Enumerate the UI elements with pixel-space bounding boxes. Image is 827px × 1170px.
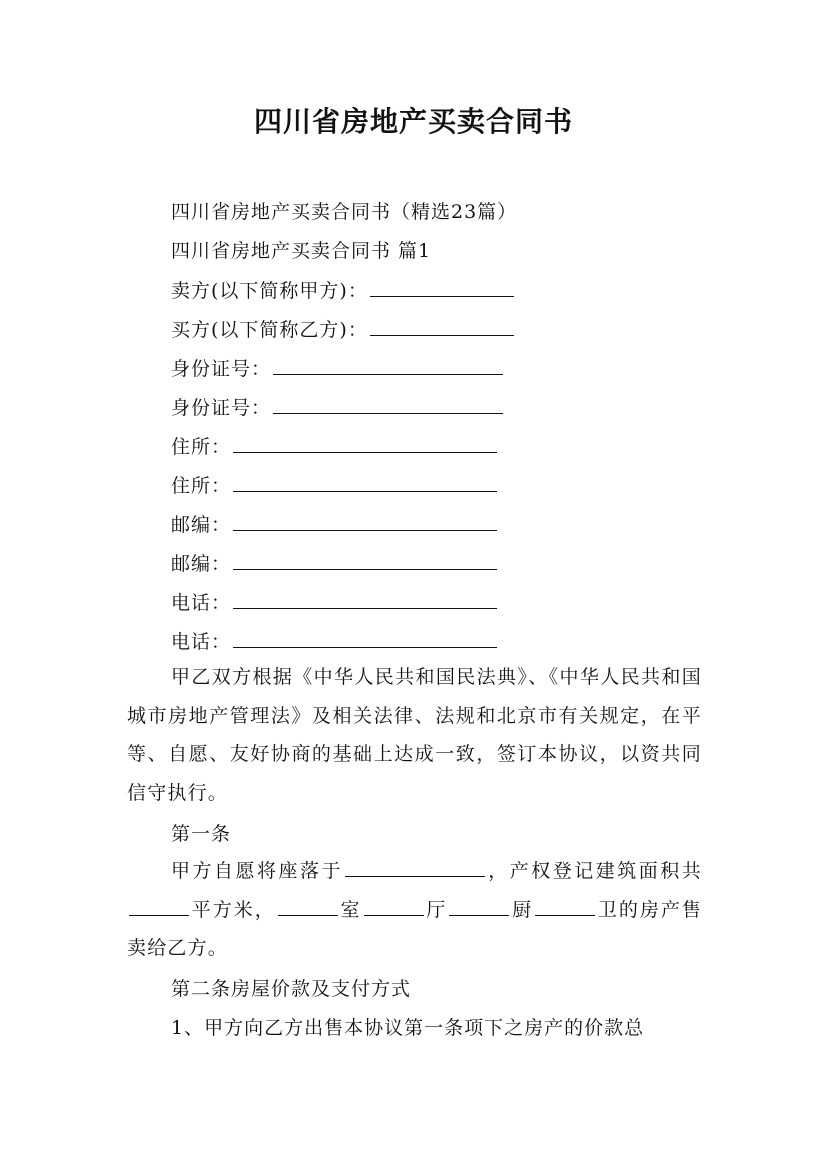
- postcode-blank-1: [233, 512, 497, 531]
- id-blank-1: [273, 356, 503, 375]
- article-1-paragraph: [127, 852, 702, 968]
- postcode-line-1: [171, 512, 499, 537]
- address-label-2: 住所：: [171, 475, 232, 497]
- address-blank-2: [233, 473, 497, 492]
- article-1-text-1: 甲方自愿将座落于: [171, 860, 343, 882]
- phone-blank-2: [233, 629, 497, 648]
- article-1-text-5: 厅: [425, 898, 448, 921]
- bathrooms-blank: [535, 897, 595, 916]
- rooms-blank: [278, 897, 338, 916]
- id-label-1: 身份证号：: [171, 358, 272, 380]
- article-1-text-4: 室: [339, 898, 362, 921]
- chapter-line: 四川省房地产买卖合同书 篇1: [171, 240, 432, 262]
- id-line-2: [171, 395, 505, 420]
- id-line-1: [171, 356, 505, 381]
- buyer-label: 买方(以下简称乙方)：: [171, 319, 368, 341]
- address-line-2: [171, 473, 499, 498]
- article-1-text-6: 厨: [511, 898, 534, 921]
- seller-line: [171, 278, 516, 303]
- preamble-paragraph: 甲乙双方根据《中华人民共和国民法典》、《中华人民共和国城市房地产管理法》及相关法律、法规和北京市有关规定，在平等、自愿、友好协商的基础上达成一致，签订本协议，以资共同信守执行。: [127, 666, 702, 804]
- article-1-text-3: 平方米，: [191, 898, 276, 921]
- phone-line-1: [171, 590, 499, 615]
- kitchens-blank: [449, 897, 509, 916]
- seller-blank: [370, 278, 514, 297]
- id-label-2: 身份证号：: [171, 397, 272, 419]
- address-line-1: [171, 434, 499, 459]
- postcode-blank-2: [233, 551, 497, 570]
- postcode-line-2: [171, 551, 499, 576]
- buyer-blank: [370, 317, 514, 336]
- clause-1-line: 1、甲方向乙方出售本协议第一条项下之房产的价款总: [171, 1017, 645, 1039]
- location-blank: [345, 858, 485, 877]
- phone-label-1: 电话：: [171, 592, 232, 614]
- article-1-heading: 第一条: [171, 823, 232, 845]
- area-blank: [129, 897, 189, 916]
- subtitle-line: 四川省房地产买卖合同书（精选23篇）: [171, 201, 518, 223]
- halls-blank: [364, 897, 424, 916]
- article-2-heading: 第二条房屋价款及支付方式: [171, 978, 412, 1000]
- address-label-1: 住所：: [171, 436, 232, 458]
- postcode-label-2: 邮编：: [171, 553, 232, 575]
- phone-label-2: 电话：: [171, 631, 232, 653]
- article-1-text-2: ，产权登记建筑面积共: [487, 860, 702, 882]
- postcode-label-1: 邮编：: [171, 514, 232, 536]
- address-blank-1: [233, 434, 497, 453]
- seller-label: 卖方(以下简称甲方)：: [171, 280, 368, 302]
- phone-line-2: [171, 629, 499, 654]
- phone-blank-1: [233, 590, 497, 609]
- document-title: 四川省房地产买卖合同书: [253, 105, 573, 138]
- id-blank-2: [273, 395, 503, 414]
- article-1-text-7: 卫的房产售卖给乙方。: [127, 898, 703, 959]
- buyer-line: [171, 317, 516, 342]
